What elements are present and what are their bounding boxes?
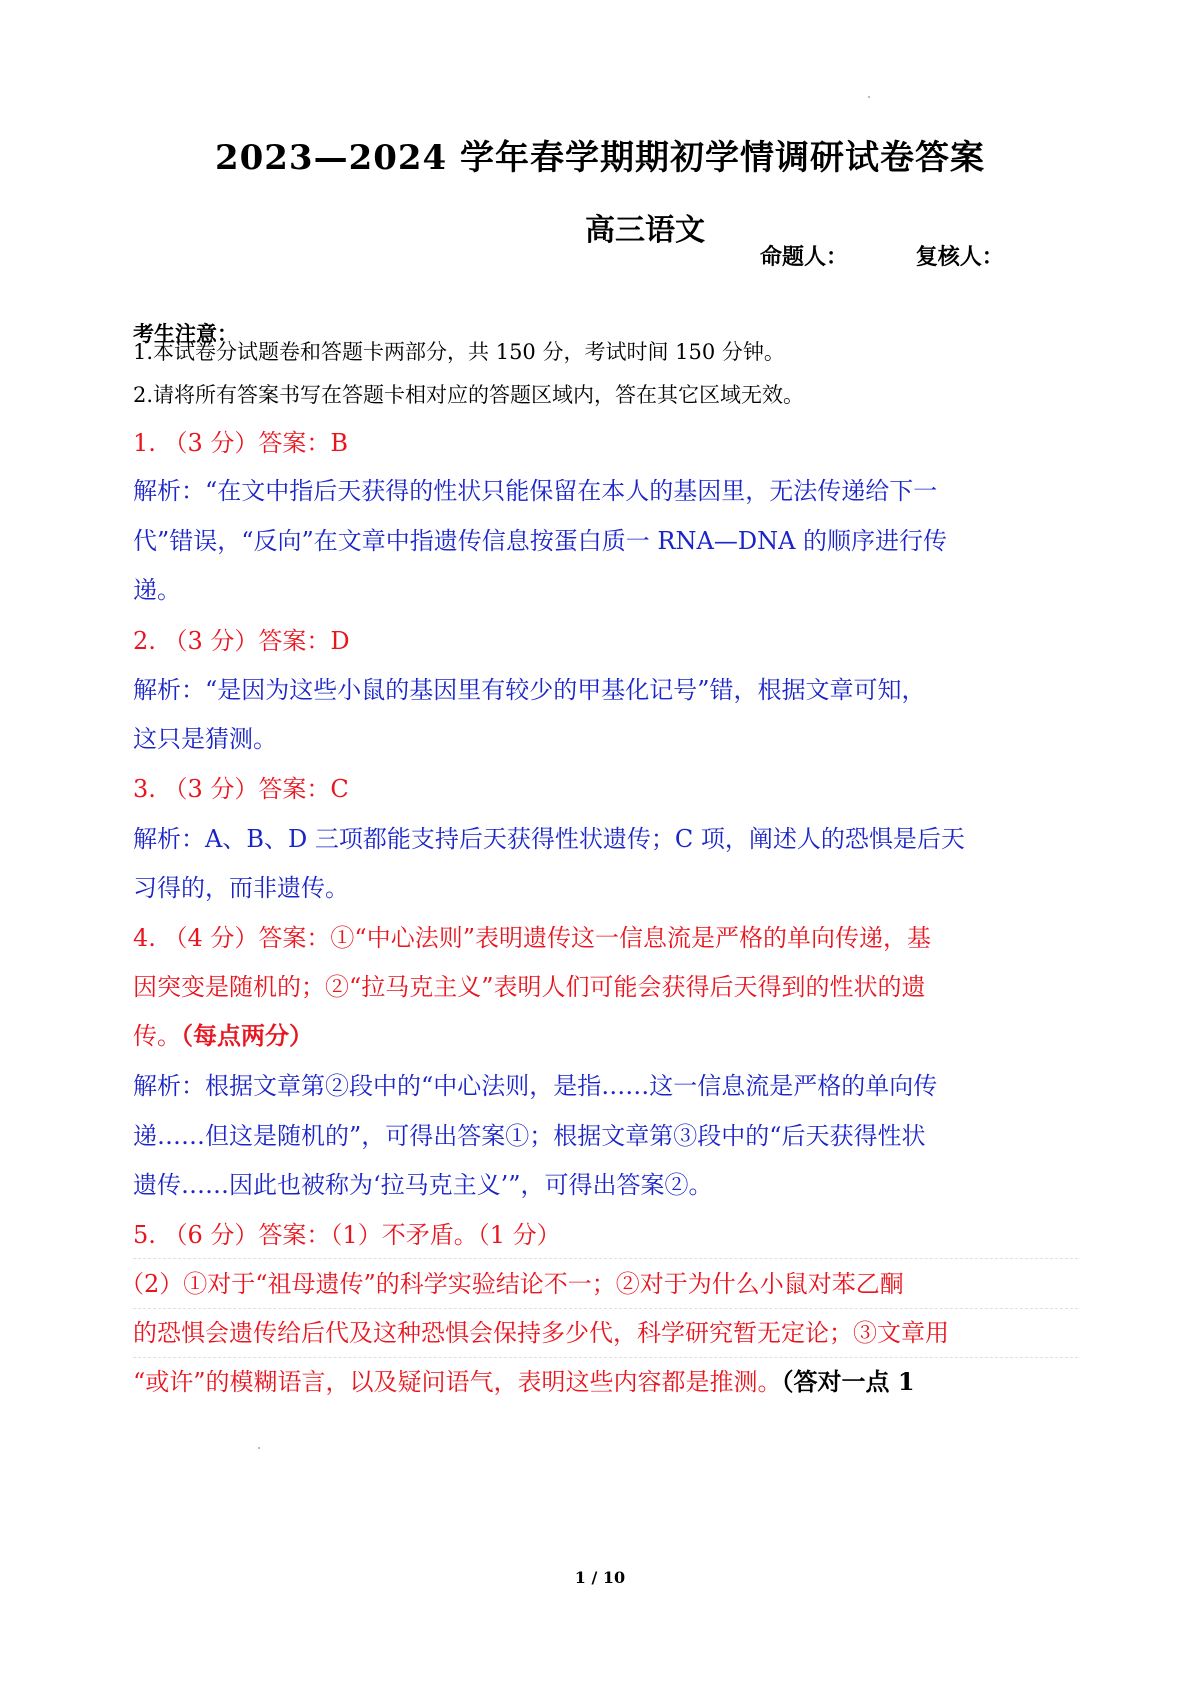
q1-analysis-line: 解析：“在文中指后天获得的性状只能保留在本人的基因里，无法传递给下一 — [133, 477, 938, 505]
q4-answer-line: 4. （4 分）答案：①“中心法则”表明遗传这一信息流是严格的单向传递，基 — [133, 924, 931, 952]
q4-score-note: （每点两分） — [181, 1021, 313, 1050]
reviewer-label: 复核人： — [915, 245, 1004, 270]
q4-analysis-line: 遗传……因此也被称为‘拉马克主义’”，可得出答案②。 — [133, 1171, 713, 1199]
q5-answer-line: “或许”的模糊语言，以及疑问语气，表明这些内容都是推测。 — [133, 1368, 782, 1396]
q5-answer: 5. （6 分）答案：（1）不矛盾。（1 分） — [133, 1221, 561, 1249]
author-line — [760, 240, 1064, 271]
dashed-rule — [133, 1258, 1078, 1259]
document-title: 2023—2024 学年春学期期初学情调研试卷答案 — [214, 138, 986, 178]
q5-answer-line: （2）①对于“祖母遗传”的科学实验结论不一；②对于为什么小鼠对苯乙酮 — [120, 1270, 904, 1298]
q1-analysis-line: 递。 — [133, 576, 181, 604]
proposer-label: 命题人： — [760, 245, 849, 270]
document-subtitle: 高三语文 — [585, 213, 705, 248]
q1-analysis-line: 代”错误，“反向”在文章中指遗传信息按蛋白质一 RNA—DNA 的顺序进行传 — [133, 527, 948, 555]
q4-answer-last-line — [133, 1016, 313, 1051]
q4-analysis-line: 解析：根据文章第②段中的“中心法则，是指……这一信息流是严格的单向传 — [133, 1072, 938, 1100]
q3-answer: 3. （3 分）答案：C — [133, 775, 349, 803]
q4-analysis-line: 递……但这是随机的”，可得出答案①；根据文章第③段中的“后天获得性状 — [133, 1122, 926, 1150]
q5-score-note: （答对一点 1 — [781, 1367, 915, 1396]
notice-item: 2.请将所有答案书写在答题卡相对应的答题区域内，答在其它区域无效。 — [133, 383, 805, 407]
notice-heading: 考生注意： — [133, 322, 238, 346]
notice-item: 1.本试卷分试题卷和答题卡两部分，共 150 分，考试时间 150 分钟。 — [133, 340, 785, 364]
q1-answer: 1. （3 分）答案：B — [133, 429, 349, 457]
dashed-rule — [133, 1308, 1078, 1309]
q5-answer-last-line — [133, 1362, 915, 1397]
q3-analysis-line: 解析：A、B、D 三项都能支持后天获得性状遗传；C 项，阐述人的恐惧是后天 — [133, 825, 965, 853]
q4-answer-line: 因突变是随机的；②“拉马克主义”表明人们可能会获得后天得到的性状的遗 — [133, 973, 926, 1001]
scan-dot — [258, 1447, 260, 1449]
scan-dot — [868, 96, 870, 98]
dashed-rule — [133, 1357, 1078, 1358]
q5-answer-line: 的恐惧会遗传给后代及这种恐惧会保持多少代，科学研究暂无定论；③文章用 — [133, 1319, 949, 1347]
q4-answer-line: 传。 — [133, 1022, 181, 1050]
q2-analysis-line: 这只是猜测。 — [133, 725, 277, 753]
q2-answer: 2. （3 分）答案：D — [133, 627, 350, 655]
q3-analysis-line: 习得的，而非遗传。 — [133, 874, 349, 902]
page-number: 1 / 10 — [574, 1568, 626, 1587]
q2-analysis-line: 解析：“是因为这些小鼠的基因里有较少的甲基化记号”错，根据文章可知， — [133, 676, 926, 704]
